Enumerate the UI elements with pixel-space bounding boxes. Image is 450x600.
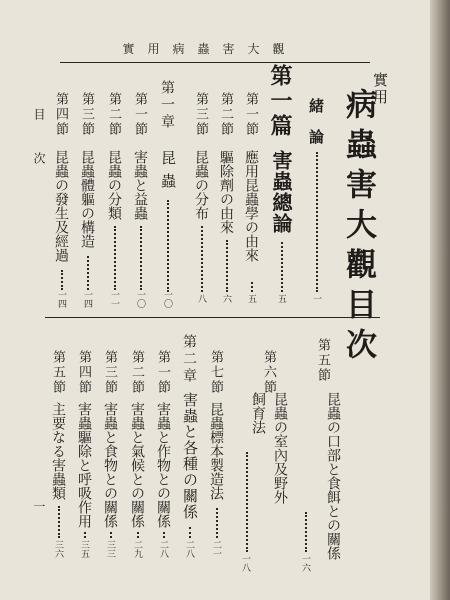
leader-dots: [305, 512, 307, 552]
toc-page: 一六: [300, 554, 310, 572]
leader-dots: [189, 527, 191, 538]
running-header: 實用病蟲害大觀: [122, 42, 298, 56]
toc-page: 二八: [184, 540, 194, 558]
toc-part-title: 害蟲總論: [269, 150, 293, 234]
toc-section-label: 第二節: [218, 92, 233, 137]
toc-section-label: 第五節: [50, 350, 65, 395]
title-prefix: 實用: [371, 72, 389, 106]
toc-section-title: 害蟲と氣候との關係: [129, 402, 145, 528]
toc-page: 三六: [53, 540, 63, 558]
toc-section-label: 第一節: [132, 92, 147, 137]
toc-section-title: 害蟲と食物との關係: [102, 402, 118, 528]
toc-section-label: 第三節: [102, 350, 117, 395]
toc-section-label: 第二節: [106, 92, 121, 137]
toc-section-title: 害蟲と作物との關係: [155, 402, 171, 528]
toc-page: 三三: [105, 540, 115, 558]
toc-page: 五: [246, 294, 256, 303]
leader-dots: [140, 226, 142, 290]
toc-section-label: 第四節: [76, 350, 91, 395]
toc-section-title: 昆蟲の分布: [193, 150, 209, 220]
toc-section-title: 昆蟲標本製造法: [208, 402, 224, 500]
toc-section-title: 昆蟲の室內及野外飼育法: [250, 392, 288, 504]
toc-section-label: 第四節: [53, 92, 68, 137]
leader-dots: [137, 532, 139, 538]
leader-dots: [167, 200, 169, 292]
toc-section-title: 昆蟲の口部と食餌との關係: [325, 392, 341, 560]
toc-margin-label: 目 次: [32, 108, 46, 174]
toc-section-label: 第二節: [129, 350, 144, 395]
toc-page: 一四: [82, 290, 92, 308]
leader-dots: [246, 452, 248, 552]
toc-page: 一〇: [162, 290, 172, 308]
toc-section-label: 第七節: [208, 350, 223, 395]
leader-dots: [226, 240, 228, 292]
toc-page: 二八: [158, 540, 168, 558]
toc-section-label: 第一節: [243, 92, 258, 137]
toc-section-label: 第三節: [193, 92, 208, 137]
toc-chapter-label: 第一章: [159, 80, 175, 131]
toc-chapter-label: 第二章: [181, 334, 197, 385]
toc-section-title: 害蟲と益蟲: [132, 150, 148, 220]
toc-section-title: 應用昆蟲學の由來: [243, 150, 259, 262]
toc-page: 一八: [240, 554, 250, 572]
toc-section-label: 第三節: [79, 92, 94, 137]
leader-dots: [201, 226, 203, 292]
leader-dots: [58, 506, 60, 538]
toc-page: 五: [276, 294, 286, 303]
leader-dots: [87, 256, 89, 290]
leader-dots: [281, 242, 283, 292]
toc-page: 一四: [56, 290, 66, 308]
section-divider: [45, 317, 380, 318]
toc-section-label: 第五節: [315, 338, 330, 383]
leader-dots: [163, 532, 165, 538]
toc-page: 二九: [132, 540, 142, 558]
leader-dots: [61, 270, 63, 290]
header-rule: [60, 62, 370, 63]
toc-page: 二一: [211, 540, 221, 558]
toc-chapter-title: 昆蟲: [159, 150, 177, 196]
toc-page: 一: [311, 294, 321, 303]
page-title: 病蟲害大觀目次: [340, 88, 376, 368]
toc-section-title: 昆蟲の發生及經過: [53, 150, 69, 262]
leader-dots: [216, 508, 218, 538]
page-number: 一: [32, 500, 46, 512]
toc-section-title: 昆蟲體軀の構造: [79, 150, 95, 248]
leader-dots: [84, 532, 86, 538]
toc-section-title: 驅除劑の由來: [218, 150, 234, 234]
toc-page: 六: [221, 294, 231, 303]
toc-page: 一〇: [135, 290, 145, 308]
leader-dots: [251, 282, 253, 292]
toc-entry-intro: 緒論: [307, 98, 325, 160]
toc-section-title: 主要なる害蟲類: [50, 402, 66, 500]
toc-section-label: 第六節: [261, 350, 276, 395]
toc-page: 八: [196, 294, 206, 303]
toc-section-title: 害蟲驅除と呼吸作用: [76, 402, 92, 528]
leader-dots: [316, 152, 318, 292]
leader-dots: [110, 532, 112, 538]
book-edge: [430, 0, 450, 600]
toc-page: 三五: [79, 540, 89, 558]
toc-part-label: 第一篇: [267, 64, 293, 139]
toc-chapter-title: 害蟲と各種の關係: [181, 392, 199, 520]
toc-section-label: 第一節: [155, 350, 170, 395]
leader-dots: [114, 226, 116, 290]
toc-section-title: 昆蟲の分類: [106, 150, 122, 220]
toc-page: 一一: [109, 290, 119, 308]
